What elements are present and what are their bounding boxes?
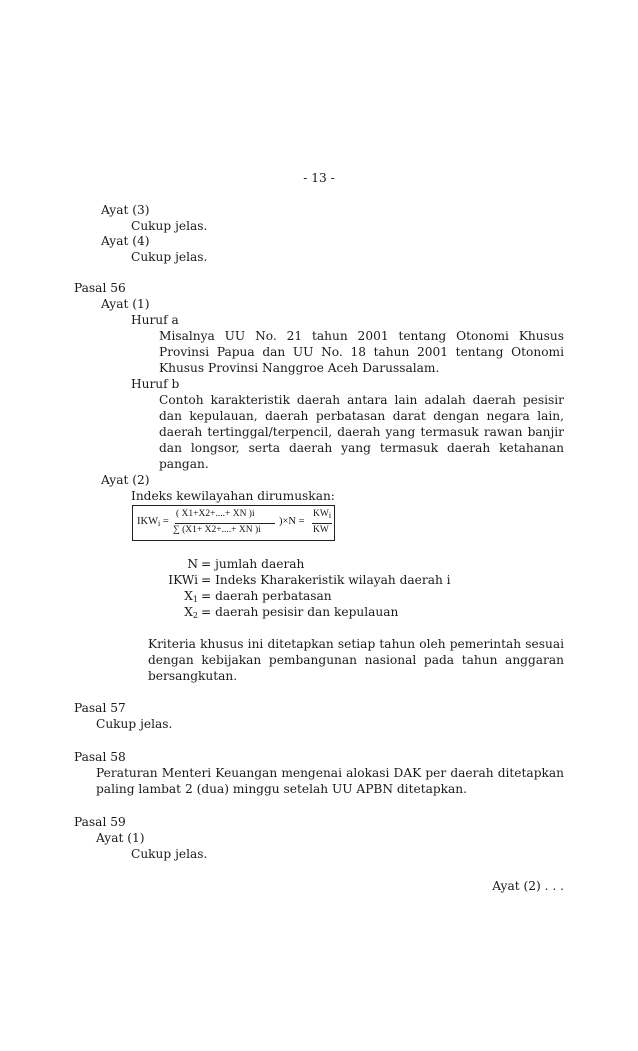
pasal56-title: Pasal 56 bbox=[74, 281, 126, 295]
huruf-b-line: dan kepulauan, daerah perbatasan darat dengan negara lain, bbox=[159, 409, 564, 423]
pasal56-ayat1-label: Ayat (1) bbox=[101, 297, 150, 311]
formula-times: )×N = bbox=[279, 516, 305, 527]
pasal57-text: Cukup jelas. bbox=[96, 717, 173, 731]
pasal57-title: Pasal 57 bbox=[74, 701, 126, 715]
pasal58-line: Peraturan Menteri Keuangan mengenai alokasi DAK per daerah ditetapkan bbox=[96, 766, 564, 780]
pasal59-title: Pasal 59 bbox=[74, 815, 126, 829]
definition-text: = jumlah daerah bbox=[201, 557, 305, 571]
ayat4-text: Cukup jelas. bbox=[131, 250, 208, 264]
pasal58-title: Pasal 58 bbox=[74, 750, 126, 764]
huruf-b-label: Huruf b bbox=[131, 377, 180, 391]
ayat2-intro: Indeks kewilayahan dirumuskan: bbox=[131, 489, 335, 503]
huruf-b-line: daerah tertinggal/terpencil, daerah yang termasuk rawan banjir bbox=[159, 425, 564, 439]
formula-kw-denominator: KW bbox=[313, 525, 329, 535]
pasal59-ayat1-text: Cukup jelas. bbox=[131, 847, 208, 861]
definition-row: IKWi bbox=[168, 573, 198, 587]
definition-row: N bbox=[187, 557, 198, 571]
huruf-a-line: Provinsi Papua dan UU No. 18 tahun 2001 tentang Otonomi bbox=[159, 345, 564, 359]
next-page-catchword: Ayat (2) . . . bbox=[492, 879, 564, 893]
formula-numerator: ( X1+X2+....+ XN )i bbox=[176, 509, 255, 519]
formula-denominator: ∑ (X1+ X2+....+ XN )i bbox=[173, 525, 261, 535]
huruf-a-label: Huruf a bbox=[131, 313, 179, 327]
formula-kw-numerator: $KW_i$ bbox=[313, 509, 332, 520]
huruf-b-line: pangan. bbox=[159, 457, 209, 471]
definition-row: $X_2$ bbox=[184, 605, 198, 620]
ayat3-text: Cukup jelas. bbox=[131, 219, 208, 233]
huruf-a-line: Misalnya UU No. 21 tahun 2001 tentang Otonomi Khusus bbox=[159, 329, 564, 343]
kriteria-line: bersangkutan. bbox=[148, 669, 238, 683]
kriteria-line: Kriteria khusus ini ditetapkan setiap tahun oleh pemerintah sesuai bbox=[148, 637, 564, 651]
formula-lhs: $IKW_i$ = bbox=[137, 516, 169, 528]
huruf-b-line: dan longsor, serta daerah yang termasuk daerah ketahanan bbox=[159, 441, 564, 455]
page-number: - 13 - bbox=[303, 171, 335, 185]
formula-fraction-bar bbox=[175, 523, 275, 524]
formula-kw-fraction-bar bbox=[312, 523, 332, 524]
huruf-a-line: Khusus Provinsi Nanggroe Aceh Darussalam. bbox=[159, 361, 440, 375]
definition-text: = daerah perbatasan bbox=[201, 589, 332, 603]
definition-text: = daerah pesisir dan kepulauan bbox=[201, 605, 399, 619]
pasal58-line: paling lambat 2 (dua) minggu setelah UU APBN ditetapkan. bbox=[96, 782, 468, 796]
ayat4-label: Ayat (4) bbox=[101, 234, 150, 248]
definition-text: = Indeks Kharakeristik wilayah daerah i bbox=[201, 573, 451, 587]
pasal56-ayat2-label: Ayat (2) bbox=[101, 473, 150, 487]
kriteria-line: dengan kebijakan pembangunan nasional pada tahun anggaran bbox=[148, 653, 564, 667]
definition-row: $X_1$ bbox=[184, 589, 198, 604]
formula-box bbox=[132, 505, 335, 541]
pasal59-ayat1-label: Ayat (1) bbox=[96, 831, 145, 845]
huruf-b-line: Contoh karakteristik daerah antara lain adalah daerah pesisir bbox=[159, 393, 564, 407]
ayat3-label: Ayat (3) bbox=[101, 203, 150, 217]
